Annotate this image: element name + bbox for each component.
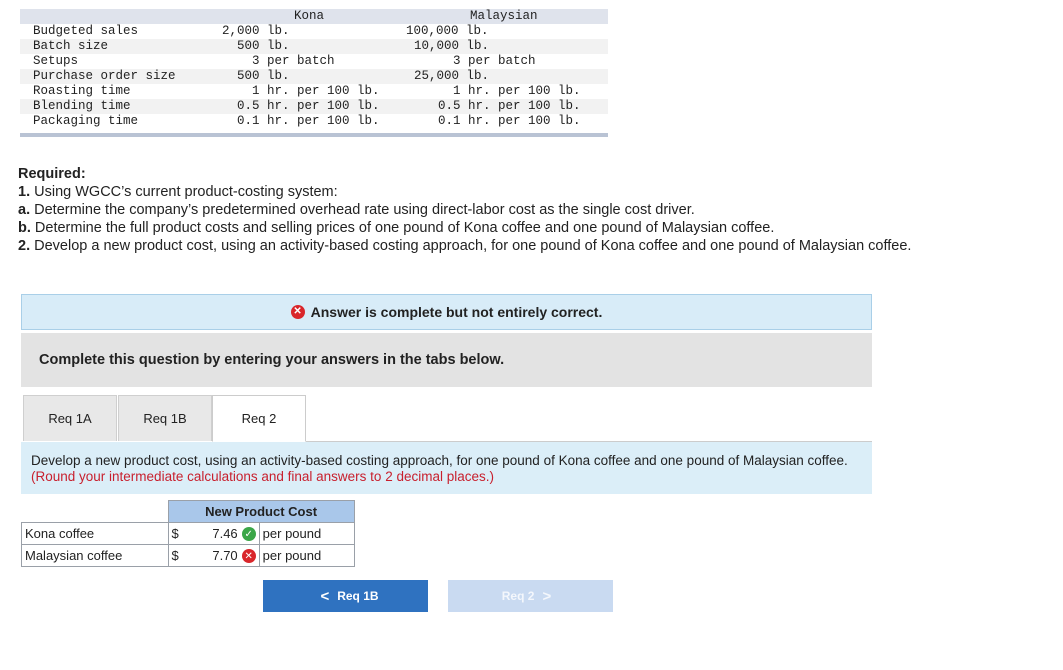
answer-table [21,500,355,567]
row-label: Roasting time [33,84,131,98]
table-row [22,523,355,545]
tab-instruction-text: Develop a new product cost, using an activity-based costing approach, for one pound of Kona coffee and one pound of Malaysian coffee. [31,453,848,468]
kona-value: 0.1 hr. per 100 lb. [237,114,380,128]
chevron-left-icon: < [320,587,330,605]
table-row [20,114,608,129]
malaysian-value: 0.5 hr. per 100 lb. [438,99,581,113]
kona-value: 500 lb. [237,39,290,53]
x-circle-icon: ✕ [291,305,305,319]
unit-label: per pound [259,523,354,545]
answer-table-header: New Product Cost [168,501,354,523]
table-row [22,545,355,567]
table-row [20,54,608,69]
prev-button[interactable] [263,580,428,612]
malaysian-value: 25,000 lb. [414,69,490,83]
header-malaysian: Malaysian [470,9,538,23]
tab-label: Req 2 [241,411,277,426]
header-kona: Kona [294,9,325,23]
currency-symbol: $ [171,525,179,541]
q1-text: Using WGCC’s current product-costing system: [34,184,338,200]
answer-status-alert [21,294,872,330]
instruction-header-text: Complete this question by entering your answers in the tabs below. [39,352,505,368]
q2-text: Develop a new product cost, using an activity-based costing approach, for one pound of Kona coffee and one pound of Malaysian coffee. [34,238,912,254]
row-label: Malaysian coffee [22,545,169,567]
data-table-footer-rule [20,133,608,137]
currency-symbol: $ [171,547,179,563]
malaysian-value: 3 per batch [453,54,536,68]
next-button-label: Req 2 [501,589,535,603]
table-row [20,99,608,114]
row-label: Batch size [33,39,109,53]
data-table [20,9,608,137]
prev-button-label: Req 1B [337,589,379,603]
malaysian-value: 100,000 lb. [406,24,489,38]
row-label: Packaging time [33,114,139,128]
tab-instruction [21,442,872,494]
q2-number: 2. [18,238,31,254]
table-row [20,69,608,84]
tab-req-1b[interactable] [118,395,212,441]
qa-number: a. [18,202,31,218]
check-circle-icon: ✓ [242,527,256,541]
tab-req-2[interactable] [212,395,306,442]
qb-text: Determine the full product costs and selling prices of one pound of Kona coffee and one pound of Malaysian coffee. [34,220,775,236]
kona-value: 1 hr. per 100 lb. [252,84,380,98]
rounding-note: (Round your intermediate calculations and final answers to 2 decimal places.) [31,469,494,484]
kona-answer-cell[interactable] [168,523,259,545]
tab-label: Req 1B [143,411,187,426]
kona-value: 500 lb. [237,69,290,83]
table-row [20,84,608,99]
unit-label: per pound [259,545,354,567]
tab-label: Req 1A [48,411,92,426]
data-table-header [20,9,608,24]
qa-text: Determine the company’s predetermined overhead rate using direct-labor cost as the single cost driver. [34,202,695,218]
instruction-header [21,333,872,387]
malaysian-value: 0.1 hr. per 100 lb. [438,114,581,128]
kona-cost-input[interactable]: 7.46 [212,525,238,541]
x-circle-icon: ✕ [242,549,256,563]
table-row [20,39,608,54]
required-section [18,165,1048,255]
chevron-right-icon: > [542,587,552,605]
qb-number: b. [18,220,31,236]
table-row [20,24,608,39]
row-label: Blending time [33,99,131,113]
malaysian-value: 1 hr. per 100 lb. [453,84,581,98]
malaysian-value: 10,000 lb. [414,39,490,53]
q1-number: 1. [18,184,31,200]
row-label: Setups [33,54,79,68]
tab-req-1a[interactable] [23,395,117,441]
row-label: Budgeted sales [33,24,139,38]
kona-value: 3 per batch [252,54,335,68]
malaysian-answer-cell[interactable] [168,545,259,567]
kona-value: 0.5 hr. per 100 lb. [237,99,380,113]
blank-cell [22,501,169,523]
row-label: Purchase order size [33,69,176,83]
malaysian-cost-input[interactable]: 7.70 [212,547,238,563]
row-label: Kona coffee [22,523,169,545]
next-button[interactable] [448,580,613,612]
required-title: Required: [18,166,86,182]
alert-text: Answer is complete but not entirely correct. [310,304,603,320]
kona-value: 2,000 lb. [222,24,290,38]
